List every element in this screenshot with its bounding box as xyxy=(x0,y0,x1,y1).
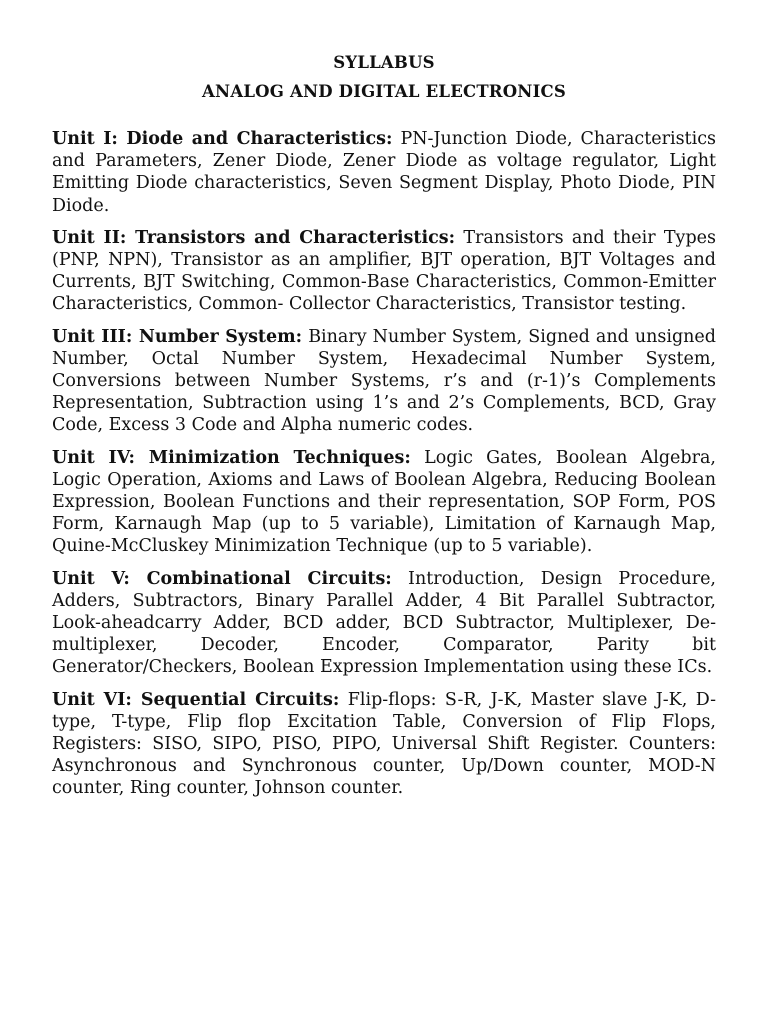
unit-3-topics: Binary Number System, Signed and unsigned Number, Octal Number System, Hexadecimal Number System, Conversions between Number Systems, r’s and (r-1)’s Complements Representation, Subtraction using 1’s and 2’s Complements, BCD, Gray Code, Excess 3 Code and Alpha numeric codes. xyxy=(52,326,716,436)
course-title: ANALOG AND DIGITAL ELECTRONICS xyxy=(202,82,566,101)
unit-3-paragraph xyxy=(52,326,716,437)
unit-4-topics: Logic Gates, Boolean Algebra, Logic Operation, Axioms and Laws of Boolean Algebra, Reducing Boolean Expression, Boolean Functions and their representation, SOP Form, POS Form, Karnaugh Map (up to 5 variable), Limitation of Karnaugh Map, Quine-McCluskey Minimization Technique (up to 5 variable). xyxy=(52,447,716,557)
unit-6-heading: Unit VI: Sequential Circuits: xyxy=(52,689,340,710)
unit-5-topics: Introduction, Design Procedure, Adders, Subtractors, Binary Parallel Adder, 4 Bit Parallel Subtractor, Look-aheadcarry Adder, BCD adder, BCD Subtractor, Multiplexer, De-multiplexer, Decoder, Encoder, Comparator, Parity bit Generator/Checkers, Boolean Expression Implementation using these ICs. xyxy=(52,568,716,678)
unit-6-topics: Flip-flops: S-R, J-K, Master slave J-K, D-type, T-type, Flip flop Excitation Table, Conversion of Flip Flops, Registers: SISO, SIPO, PISO, PIPO, Universal Shift Register. Counters: Asynchronous and Synchronous counter, Up/Down counter, MOD-N counter, Ring counter, Johnson counter. xyxy=(52,689,716,799)
unit-6-paragraph xyxy=(52,689,716,800)
syllabus-page xyxy=(52,48,716,810)
unit-4-paragraph xyxy=(52,447,716,558)
unit-1-topics: PN-Junction Diode, Characteristics and Parameters, Zener Diode, Zener Diode as voltage regulator, Light Emitting Diode characteristics, Seven Segment Display, Photo Diode, PIN Diode. xyxy=(52,129,716,216)
unit-4-heading: Unit IV: Minimization Techniques: xyxy=(52,447,411,468)
unit-5-heading: Unit V: Combinational Circuits: xyxy=(52,568,392,589)
unit-2-topics: Transistors and their Types (PNP, NPN), Transistor as an amplifier, BJT operation, BJT Voltages and Currents, BJT Switching, Common-Base Characteristics, Common-Emitter Characteristics, Common- Collector Characteristics, Transistor testing. xyxy=(52,227,716,315)
unit-2-paragraph xyxy=(52,227,716,316)
title-block xyxy=(52,48,716,106)
document-title: SYLLABUS xyxy=(333,53,435,72)
unit-1-heading: Unit I: Diode and Characteristics: xyxy=(52,129,393,149)
unit-5-paragraph xyxy=(52,568,716,679)
unit-2-heading: Unit II: Transistors and Characteristics: xyxy=(52,227,456,248)
unit-3-heading: Unit III: Number System: xyxy=(52,326,303,347)
unit-1-paragraph xyxy=(52,128,716,217)
